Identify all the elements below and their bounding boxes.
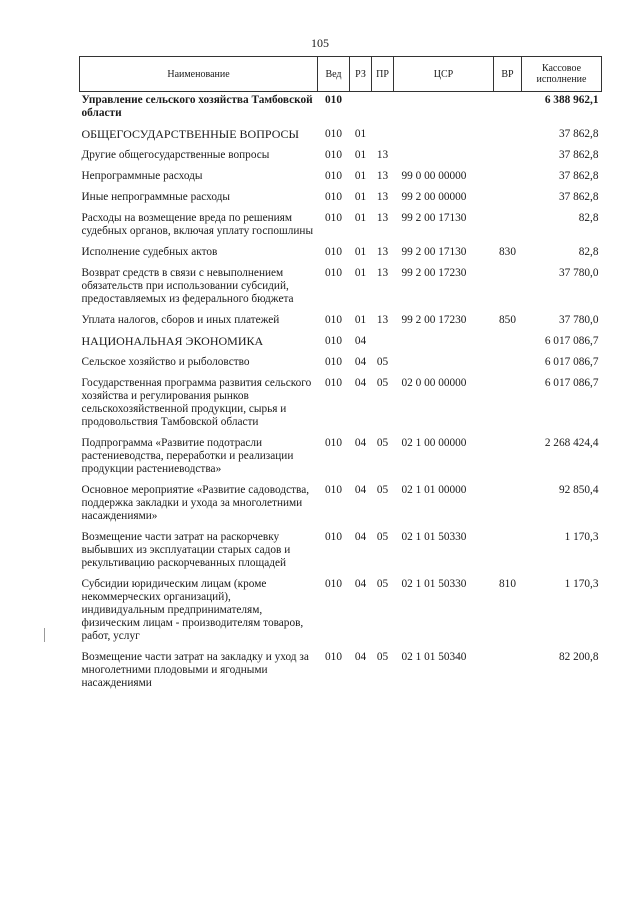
header-amount-line2: исполнение — [536, 74, 587, 85]
row-amount: 6 388 962,1 — [544, 94, 599, 106]
row-amount: 92 850,4 — [558, 484, 599, 496]
row-ved: 010 — [325, 246, 342, 258]
table-header-row — [80, 57, 602, 92]
row-pr: 13 — [376, 246, 389, 258]
row-rz: 04 — [354, 335, 367, 347]
row-pr — [372, 333, 394, 354]
row-ved: 010 — [325, 531, 342, 543]
row-vr — [494, 210, 522, 244]
row-name: Другие общегосударственные вопросы — [81, 149, 270, 161]
table-row — [80, 333, 602, 354]
table-row — [80, 354, 602, 375]
row-ved: 010 — [325, 437, 342, 449]
row-csr — [394, 126, 494, 147]
row-pr: 05 — [376, 651, 389, 663]
table-row — [80, 210, 602, 244]
row-pr — [372, 126, 394, 147]
row-ved: 010 — [325, 149, 342, 161]
row-ved: 010 — [325, 377, 342, 389]
row-amount: 6 017 086,7 — [544, 377, 599, 389]
row-amount: 37 780,0 — [558, 314, 599, 326]
row-csr: 99 0 00 00000 — [401, 170, 467, 182]
row-rz: 04 — [354, 356, 367, 368]
row-ved: 010 — [325, 651, 342, 663]
row-ved: 010 — [325, 170, 342, 182]
row-vr — [494, 92, 522, 127]
row-name: Подпрограмма «Развитие подотрасли растениеводства, переработки и реализации продукции растениеводства» — [81, 437, 294, 475]
table-body — [80, 92, 602, 697]
row-csr: 99 2 00 00000 — [401, 191, 467, 203]
row-name: Основное мероприятие «Развитие садоводства, поддержка закладки и ухода за многолетними насаждениями» — [81, 484, 310, 522]
table-row — [80, 375, 602, 435]
row-name: Непрограммные расходы — [81, 170, 203, 182]
row-pr: 13 — [376, 212, 389, 224]
row-amount: 37 780,0 — [558, 267, 599, 279]
row-name: Уплата налогов, сборов и иных платежей — [81, 314, 280, 326]
row-rz: 01 — [354, 191, 367, 203]
header-rz: РЗ — [350, 57, 372, 92]
row-amount: 37 862,8 — [558, 149, 599, 161]
row-amount: 6 017 086,7 — [544, 335, 599, 347]
scan-artifact — [44, 628, 45, 642]
row-name: Субсидии юридическим лицам (кроме некоммерческих организаций), индивидуальным предпринимателям, физическим лицам - производителям товаров, работ, услуг — [81, 578, 304, 642]
row-amount: 6 017 086,7 — [544, 356, 599, 368]
row-rz: 04 — [354, 651, 367, 663]
row-csr: 02 1 01 50340 — [401, 651, 467, 663]
row-csr — [394, 92, 494, 127]
table-row — [80, 312, 602, 333]
row-ved: 010 — [325, 212, 342, 224]
row-vr: 830 — [499, 246, 516, 258]
row-amount: 1 170,3 — [564, 531, 599, 543]
row-amount: 2 268 424,4 — [544, 437, 599, 449]
row-rz: 01 — [354, 267, 367, 279]
row-ved: 010 — [325, 94, 342, 106]
row-amount: 37 862,8 — [558, 128, 599, 140]
table-row — [80, 244, 602, 265]
row-csr: 99 2 00 17130 — [401, 212, 467, 224]
row-pr: 05 — [376, 437, 389, 449]
row-vr — [494, 375, 522, 435]
row-vr — [494, 265, 522, 312]
row-rz: 04 — [354, 484, 367, 496]
header-csr: ЦСР — [394, 57, 494, 92]
row-name: Возмещение части затрат на раскорчевку выбывших из эксплуатации старых садов и рекультивацию раскорчеванных площадей — [81, 531, 291, 569]
row-name: Исполнение судебных актов — [81, 246, 218, 258]
header-amount — [522, 57, 602, 92]
row-csr: 02 0 00 00000 — [401, 377, 467, 389]
row-rz: 01 — [354, 170, 367, 182]
row-csr: 99 2 00 17230 — [401, 314, 467, 326]
table-row — [80, 265, 602, 312]
row-vr — [494, 435, 522, 482]
row-rz: 01 — [354, 128, 367, 140]
row-rz: 04 — [354, 578, 367, 590]
row-csr: 99 2 00 17230 — [401, 267, 467, 279]
row-amount: 82 200,8 — [558, 651, 599, 663]
row-vr: 810 — [499, 578, 516, 590]
row-name: Иные непрограммные расходы — [81, 191, 231, 203]
row-pr: 05 — [376, 377, 389, 389]
table-row — [80, 576, 602, 649]
row-vr: 850 — [499, 314, 516, 326]
row-name: Сельское хозяйство и рыболовство — [81, 356, 250, 368]
row-ved: 010 — [325, 484, 342, 496]
header-pr: ПР — [372, 57, 394, 92]
row-csr: 02 1 01 50330 — [401, 531, 467, 543]
row-rz: 01 — [354, 246, 367, 258]
row-pr: 05 — [376, 484, 389, 496]
row-vr — [494, 147, 522, 168]
row-vr — [494, 189, 522, 210]
row-rz: 01 — [354, 314, 367, 326]
table-row — [80, 189, 602, 210]
row-pr: 13 — [376, 267, 389, 279]
row-vr — [494, 354, 522, 375]
row-rz: 04 — [354, 531, 367, 543]
row-vr — [494, 333, 522, 354]
row-amount: 37 862,8 — [558, 191, 599, 203]
row-amount: 37 862,8 — [558, 170, 599, 182]
row-pr: 05 — [376, 578, 389, 590]
row-name: ОБЩЕГОСУДАРСТВЕННЫЕ ВОПРОСЫ — [81, 127, 299, 141]
row-ved: 010 — [325, 314, 342, 326]
row-name: Управление сельского хозяйства Тамбовской области — [81, 94, 313, 119]
row-csr — [394, 333, 494, 354]
row-vr — [494, 126, 522, 147]
header-name: Наименование — [80, 57, 318, 92]
row-amount: 1 170,3 — [564, 578, 599, 590]
row-csr: 02 1 01 50330 — [401, 578, 467, 590]
row-ved: 010 — [325, 335, 342, 347]
table-row — [80, 482, 602, 529]
row-rz: 04 — [354, 377, 367, 389]
table-row — [80, 649, 602, 696]
row-pr: 13 — [376, 149, 389, 161]
row-pr: 05 — [376, 531, 389, 543]
table-row — [80, 92, 602, 127]
row-vr — [494, 482, 522, 529]
table-row — [80, 126, 602, 147]
row-name: НАЦИОНАЛЬНАЯ ЭКОНОМИКА — [81, 334, 264, 348]
row-ved: 010 — [325, 128, 342, 140]
row-amount: 82,8 — [578, 212, 599, 224]
table-row — [80, 147, 602, 168]
row-amount: 82,8 — [578, 246, 599, 258]
row-csr — [394, 354, 494, 375]
row-vr — [494, 649, 522, 696]
row-rz — [350, 92, 372, 127]
row-ved: 010 — [325, 356, 342, 368]
header-vr: ВР — [494, 57, 522, 92]
page-number: 105 — [311, 36, 329, 50]
row-pr: 05 — [376, 356, 389, 368]
row-rz: 01 — [354, 149, 367, 161]
row-rz: 04 — [354, 437, 367, 449]
row-vr — [494, 168, 522, 189]
row-vr — [494, 529, 522, 576]
row-name: Возврат средств в связи с невыполнением обязательств при использовании субсидий, предоставляемых из федерального бюджета — [81, 267, 294, 305]
table-row — [80, 529, 602, 576]
row-pr: 13 — [376, 314, 389, 326]
row-csr — [394, 147, 494, 168]
header-ved: Вед — [318, 57, 350, 92]
row-csr: 02 1 00 00000 — [401, 437, 467, 449]
budget-execution-table — [79, 56, 602, 696]
header-amount-line1: Кассовое — [541, 63, 582, 74]
row-ved: 010 — [325, 267, 342, 279]
row-pr: 13 — [376, 191, 389, 203]
row-name: Возмещение части затрат на закладку и уход за многолетними плодовыми и ягодными насаждениями — [81, 651, 309, 689]
row-ved: 010 — [325, 578, 342, 590]
row-name: Государственная программа развития сельского хозяйства и регулирования рынков сельскохозяйственной продукции, сырья и продовольствия Тамбовской области — [81, 377, 312, 428]
row-csr: 02 1 01 00000 — [401, 484, 467, 496]
row-pr — [372, 92, 394, 127]
table-row — [80, 168, 602, 189]
row-ved: 010 — [325, 191, 342, 203]
row-name: Расходы на возмещение вреда по решениям судебных органов, включая уплату госпошлины — [81, 212, 314, 237]
table-row — [80, 435, 602, 482]
row-csr: 99 2 00 17130 — [401, 246, 467, 258]
row-pr: 13 — [376, 170, 389, 182]
row-rz: 01 — [354, 212, 367, 224]
